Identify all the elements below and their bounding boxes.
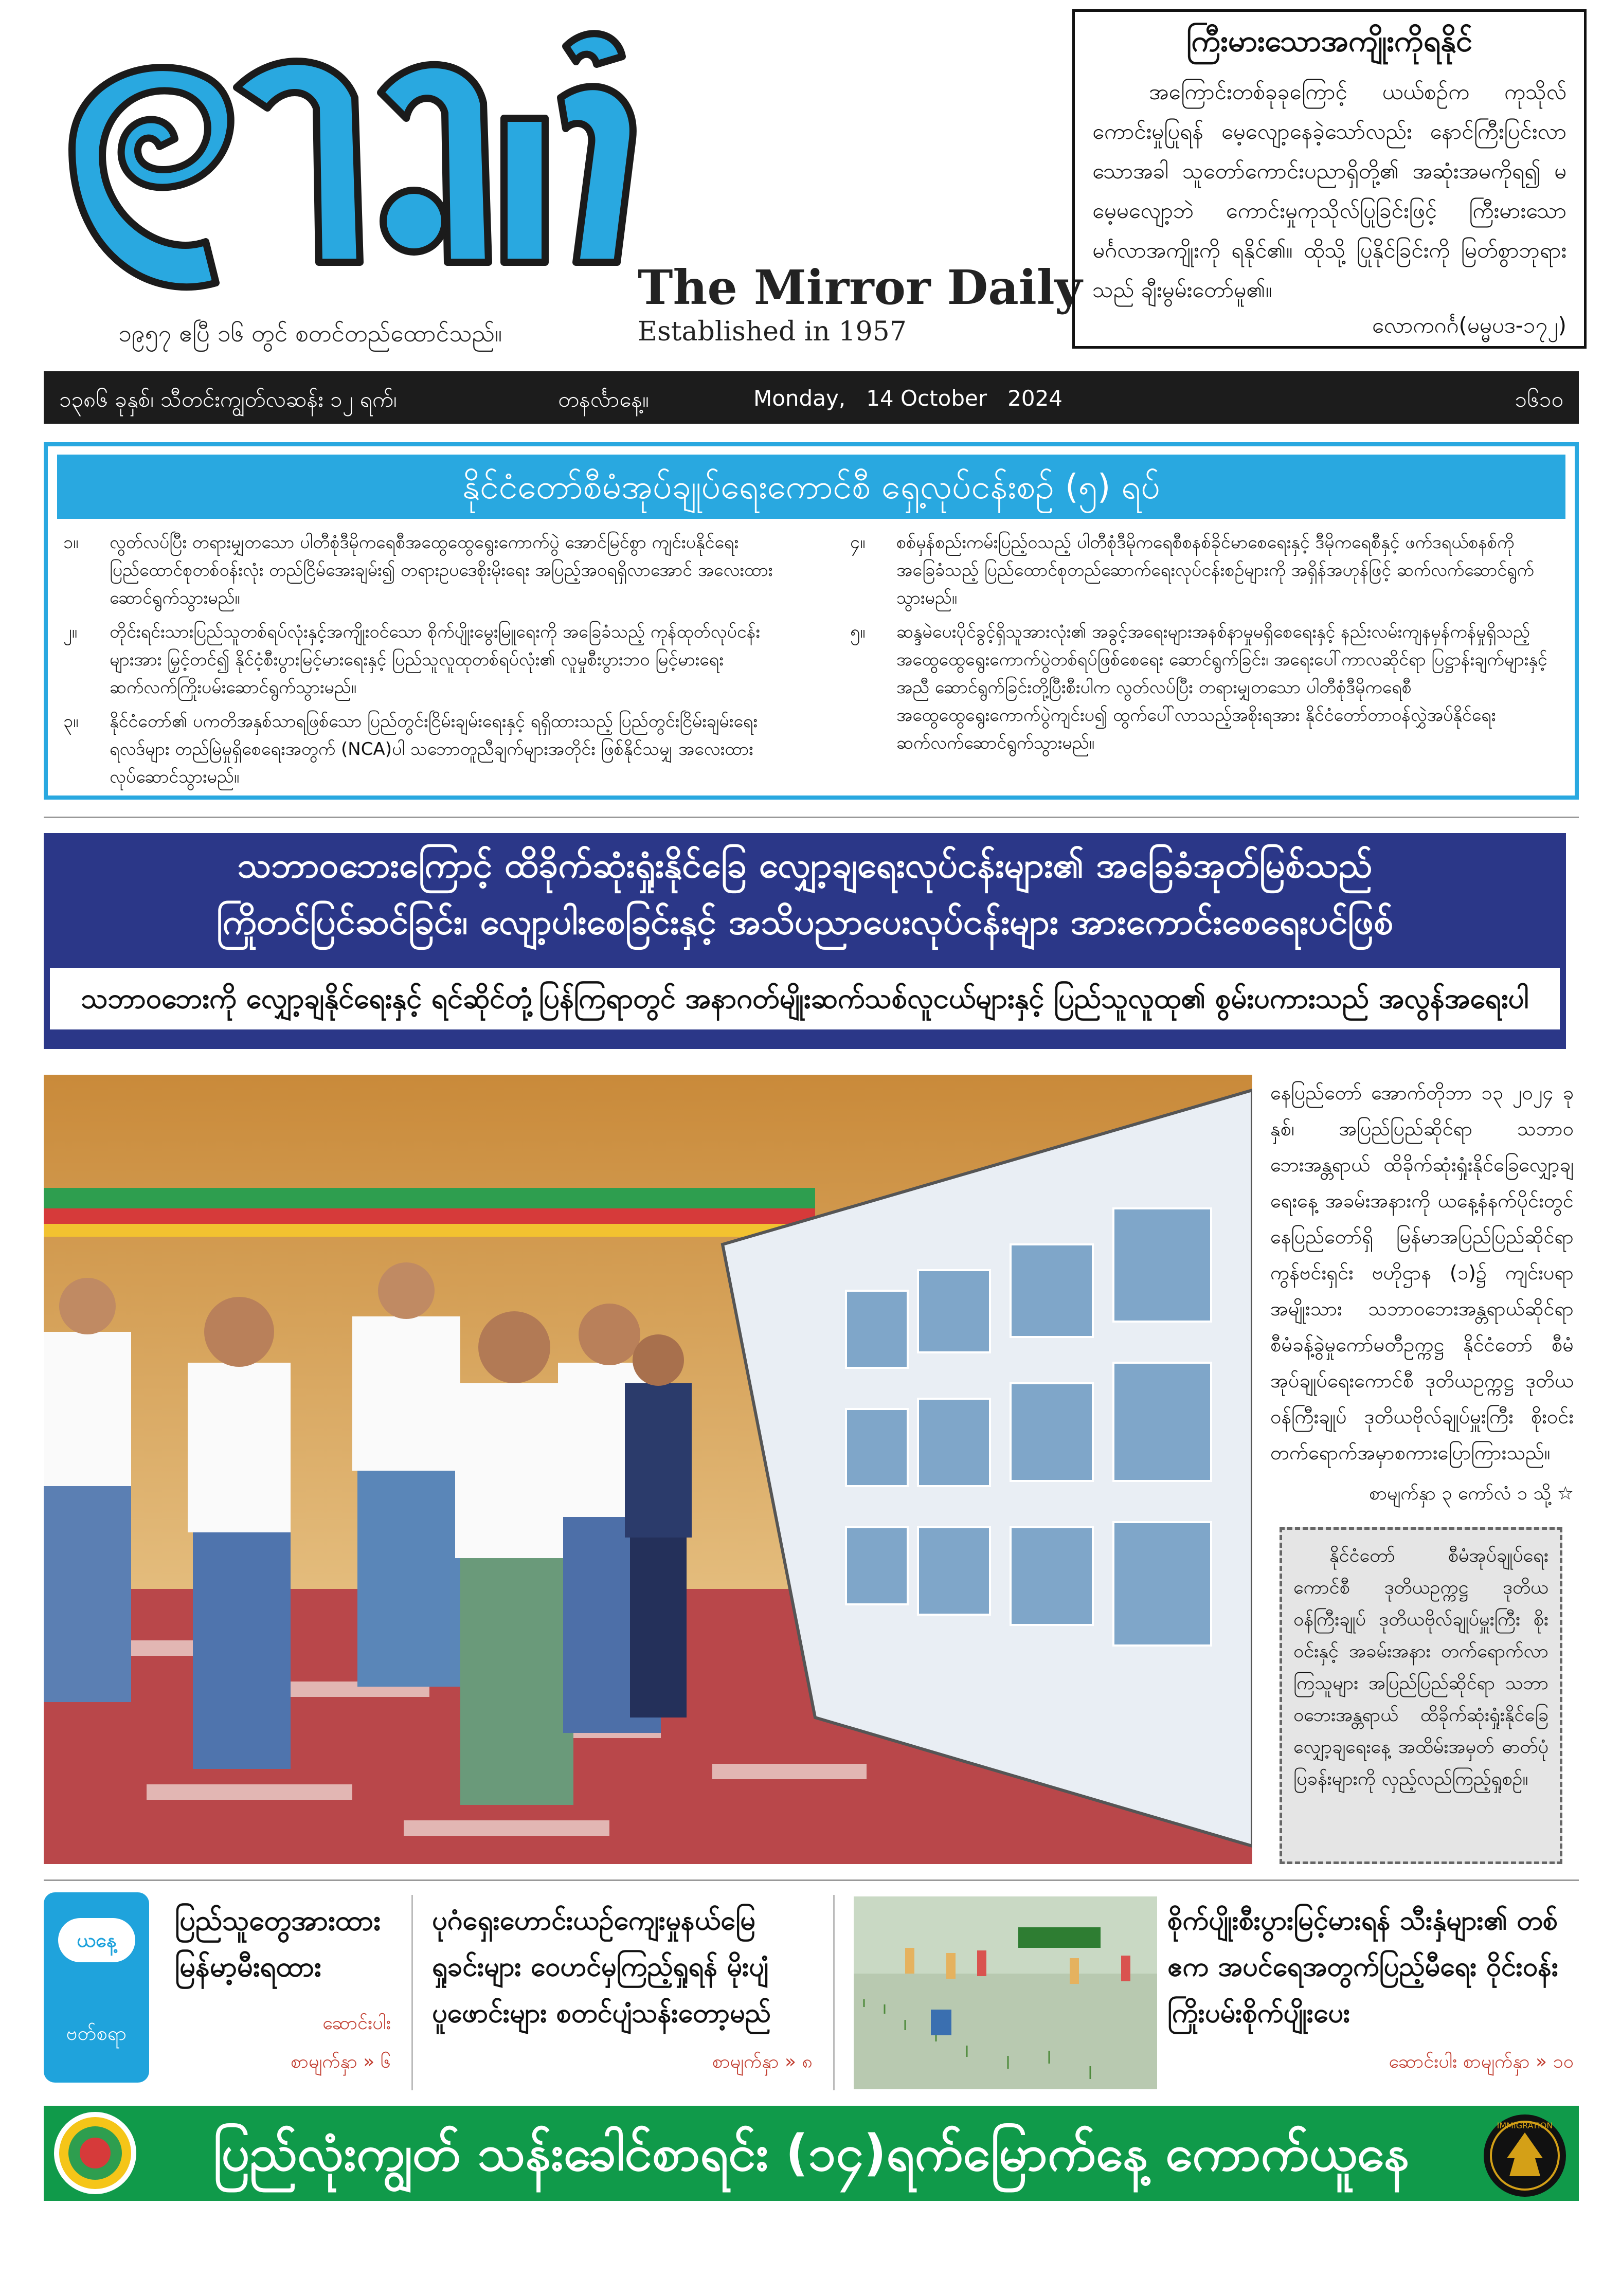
- today-reading-badge: [44, 1892, 149, 2083]
- policy-item-text: လွတ်လပ်ပြီး တရားမျှတသော ပါတီစုံဒီမိုကရေစီအထွေထွေရွေးကောက်ပွဲ အောင်မြင်စွာ ကျင်းပနိုင်ရေး ပြည်ထောင်စုတစ်ဝန်းလုံး တည်ငြိမ်အေးချမ်း၍ တရားဥပဒေစိုးမိုးရေး အပြည့်အဝရရှိလာအောင် အလေးထားဆောင်ရွက်သွားမည်။: [110, 532, 773, 608]
- policy-item-number: ၁။: [63, 532, 79, 553]
- teaser-railway-kind: ဆောင်းပါး: [322, 2013, 391, 2034]
- lead-story-text: နေပြည်တော် အောက်တိုဘာ ၁၃ ၂၀၂၄ ခုနှစ်၊ အပြည်ပြည်ဆိုင်ရာ သဘာဝဘေးအန္တရာယ် ထိခိုက်ဆုံးရှုံးနိုင်ခြေလျှော့ချရေးနေ့ အခမ်းအနားကို ယနေ့နံနက်ပိုင်းတွင် နေပြည်တော်ရှိ မြန်မာအပြည်ပြည်ဆိုင်ရာ ကွန်ဗင်းရှင်း ဗဟိုဌာန (၁)၌ ကျင်းပရာ အမျိုးသား သဘာဝဘေးအန္တရာယ်ဆိုင်ရာ စီမံခန့်ခွဲမှုကော်မတီဥက္ကဋ္ဌ နိုင်ငံတော် စီမံအုပ်ချုပ်ရေးကောင်စီ ဒုတိယဥက္ကဋ္ဌ ဒုတိယ ဝန်ကြီးချုပ် ဒုတိယဗိုလ်ချုပ်မှူးကြီး စိုးဝင်း တက်ရောက်အမှာစကားပြောကြားသည်။: [1270, 1081, 1574, 1464]
- masthead-established: Established in 1957: [638, 316, 907, 347]
- census-banner-title: ပြည်လုံးကျွတ် သန်းခေါင်စာရင်း (၁၄)ရက်မြောက်နေ့ ကောက်ယူနေပါသည်။: [213, 2124, 1410, 2277]
- policy-item-text: စစ်မှန်စည်းကမ်းပြည့်ဝသည့် ပါတီစုံဒီမိုကရေစီစနစ်ခိုင်မာစေရေးနှင့် ဒီမိုကရေစီနှင့် ဖက်ဒရယ်စနစ်ကို အခြေခံသည့် ပြည်ထောင်စုတည်ဆောက်ရေးလုပ်ငန်းစဉ်များကို အရှိန်အဟုန်ဖြင့် ဆက်လက်ဆောင်ရွက်သွားမည်။: [896, 532, 1534, 608]
- policy-item-text: တိုင်းရင်းသားပြည်သူတစ်ရပ်လုံးနှင့်အကျိုးဝင်သော စိုက်ပျိုးမွေးမြူရေးကို အခြေခံသည့် ကုန်ထုတ်လုပ်ငန်းများအား မြှင့်တင်၍ နိုင်ငံ့စီးပွားမြင့်မားရေးနှင့် ပြည်သူလူထုတစ်ရပ်လုံး၏ လူမှုစီးပွားဘဝ မြင့်မားရေး ဆက်လက်ကြိုးပမ်းဆောင်ရွက်သွားမည်။: [110, 622, 760, 698]
- quote-title: ကြီးမားသောအကျိုးကိုရနိုင်: [1186, 23, 1473, 58]
- census-banner: [44, 2106, 1579, 2277]
- teaser-bagan-title[interactable]: ပုဂံရှေးဟောင်းယဉ်ကျေးမှုနယ်မြေ ရှုခင်းများ ဝေဟင်မှကြည့်ရှုရန် မိုးပျံပူဖောင်းများ စတင်ပျံသန်းတော့မည်: [432, 1905, 771, 2029]
- story-continued[interactable]: စာမျက်နှာ ၃ ကော်လံ ၁ သို့ ☆: [1368, 1483, 1574, 1504]
- census-logo: [54, 2112, 136, 2194]
- divider: [833, 1895, 835, 2090]
- lead-photo: [44, 1075, 1252, 1864]
- immigration-logo-text: IMMIGRATION: [1497, 2121, 1553, 2130]
- policy-title: နိုင်ငံတော်စီမံအုပ်ချုပ်ရေးကောင်စီ ရှေ့လုပ်ငန်းစဉ် (၅) ရပ်: [57, 455, 1565, 519]
- lead-photo-art: [44, 1075, 1252, 1864]
- policy-item: [850, 529, 1560, 612]
- policy-box: [44, 442, 1579, 800]
- masthead-logo-art: [51, 15, 643, 303]
- badge-reading: ဗတ်စရာ: [66, 2022, 127, 2045]
- masthead-logo: [51, 15, 643, 303]
- issue-price: ၁၆၁၀: [1515, 387, 1563, 412]
- headline-line-1: သဘာဝဘေးကြောင့် ထိခိုက်ဆုံးရှုံးနိုင်ခြေ လျှော့ချရေးလုပ်ငန်းများ၏ အခြေခံအုတ်မြစ်သည်: [237, 845, 1373, 886]
- teaser-railway-title[interactable]: ပြည်သူတွေအားထား မြန်မာ့မီးရထား: [175, 1904, 381, 1983]
- policy-column-right: [850, 529, 1560, 763]
- policy-item: [63, 529, 773, 612]
- quote-source: လောကဂင်္ဂ(မမ္မပဒ-၁၇၂): [1372, 313, 1566, 338]
- policy-item-text: နိုင်ငံတော်၏ ပကတိအနှစ်သာရဖြစ်သော ပြည်တွင်းငြိမ်းချမ်းရေးနှင့် ရရှိထားသည့် ပြည်တွင်းငြိမ်းချမ်းရေးရလဒ်များ တည်မြဲမှုရှိစေရေးအတွက် (NCA)ပါ သဘောတူညီချက်များအတိုင်း ဖြစ်နိုင်သမျှ အလေးထား လုပ်ဆောင်သွားမည်။: [110, 711, 758, 787]
- headline-line-2: ကြိုတင်ပြင်ဆင်ခြင်း၊ လျော့ပါးစေခြင်းနှင့် အသိပညာပေးလုပ်ငန်းများ အားကောင်းစေရေးပင်ဖြစ်: [216, 902, 1394, 943]
- masthead-title-en: The Mirror Daily: [638, 260, 1083, 315]
- headline-subtitle: သဘာဝဘေးကို လျှော့ချနိုင်ရေးနှင့် ရင်ဆိုင်တုံ့ပြန်ကြရာတွင် အနာဂတ်မျိုးဆက်သစ်လူငယ်များနှင့် ပြည်သူလူထု၏ စွမ်းပကားသည် အလွန်အရေးပါ: [50, 968, 1560, 1029]
- quote-box: [1072, 9, 1587, 349]
- day-mm: တနင်္လာနေ့။: [558, 387, 649, 412]
- census-logo-art: [54, 2112, 136, 2194]
- divider: [411, 1895, 413, 2090]
- policy-column-left: [63, 529, 773, 797]
- divider: [44, 1879, 1579, 1881]
- divider: [44, 817, 1579, 818]
- policy-item: [63, 618, 773, 701]
- agriculture-photo: [854, 1896, 1157, 2089]
- quote-body: အကြောင်းတစ်ခုခုကြောင့် ယယ်စဉ်က ကုသိုလ်ကောင်းမှုပြုရန် မေ့လျော့နေခဲ့သော်လည်း နောင်ကြီးပြင်းလာသောအခါ သူတော်ကောင်းပညာရှိတို့၏ အဆုံးအမကိုရ၍ မမေ့မလျော့ဘဲ ကောင်းမှုကုသိုလ်ပြုခြင်းဖြင့် ကြီးမားသော မင်္ဂလာအကျိုးကို ရနိုင်၏။ ထိုသို့ ပြုနိုင်ခြင်းကို မြတ်စွာဘုရားသည် ချီးမွမ်းတော်မူ၏။: [1092, 79, 1566, 302]
- agriculture-photo-art: [854, 1896, 1157, 2089]
- policy-item-text: ဆန္ဒမဲပေးပိုင်ခွင့်ရှိသူအားလုံး၏ အခွင့်အရေးများအနစ်နာမှုမရှိစေရေးနှင့် နည်းလမ်းကျနမှန်ကန်မှုရှိသည့် အထွေထွေရွေးကောက်ပွဲတစ်ရပ်ဖြစ်စေရေး ဆောင်ရွက်ခြင်း၊ အရေးပေါ်ကာလဆိုင်ရာ ပြဋ္ဌာန်းချက်များနှင့်အညီ ဆောင်ရွက်ခြင်းတို့ပြီးစီးပါက လွတ်လပ်ပြီး တရားမျှတသော ပါတီစုံဒီမိုကရေစီ အထွေထွေရွေးကောက်ပွဲကျင်းပ၍ ထွက်ပေါ်လာသည့်အစိုးရအား နိုင်ငံတော်တာဝန်လွှဲအပ်နိုင်ရေး ဆက်လက်ဆောင်ရွက်သွားမည်။: [896, 622, 1547, 753]
- teaser-agriculture-title[interactable]: စိုက်ပျိုးစီးပွားမြင့်မားရန် သီးနှံများ၏ တစ်ဧက အပင်ရေအတွက်ပြည့်မီရေး ဝိုင်းဝန်းကြိုးပမ်းစိုက်ပျိုးပေး: [1167, 1905, 1559, 2029]
- lead-headline: [44, 833, 1566, 1049]
- policy-item: [63, 708, 773, 791]
- badge-today: ယနေ့: [58, 1918, 135, 1962]
- teaser-agriculture-page[interactable]: ဆောင်းပါး စာမျက်နှာ » ၁၀: [1389, 2051, 1574, 2072]
- teaser-bagan-page[interactable]: စာမျက်နှာ » ၈: [712, 2051, 813, 2072]
- policy-item-number: ၅။: [850, 622, 866, 642]
- policy-item-number: ၃။: [63, 711, 79, 732]
- policy-item: [850, 618, 1560, 757]
- policy-item-number: ၂။: [63, 622, 77, 642]
- policy-item-number: ၄။: [850, 532, 866, 553]
- masthead-founded: ၁၉၅၇ ဧပြီ ၁၆ တွင် စတင်တည်ထောင်သည်။: [118, 319, 502, 347]
- date-en: Monday, 14 October 2024: [753, 386, 1063, 411]
- date-bar: [44, 371, 1579, 424]
- date-mm: ၁၃၈၆ ခုနှစ်၊ သီတင်းကျွတ်လဆန်း ၁၂ ရက်၊: [59, 387, 397, 412]
- immigration-logo: [1481, 2112, 1569, 2199]
- teaser-railway-page[interactable]: စာမျက်နှာ » ၆: [290, 2051, 391, 2072]
- photo-caption: နိုင်ငံတော် စီမံအုပ်ချုပ်ရေးကောင်စီ ဒုတိယဥက္ကဋ္ဌ ဒုတိယဝန်ကြီးချုပ် ဒုတိယဗိုလ်ချုပ်မှူးကြီး စိုးဝင်းနှင့် အခမ်းအနား တက်ရောက်လာကြသူများ အပြည်ပြည်ဆိုင်ရာ သဘာဝဘေးအန္တရာယ် ထိခိုက်ဆုံးရှုံးနိုင်ခြေ လျှော့ချရေးနေ့ အထိမ်းအမှတ် ဓာတ်ပုံပြခန်းများကို လှည့်လည်ကြည့်ရှုစဉ်။: [1280, 1527, 1562, 1864]
- immigration-logo-art: [1481, 2112, 1569, 2199]
